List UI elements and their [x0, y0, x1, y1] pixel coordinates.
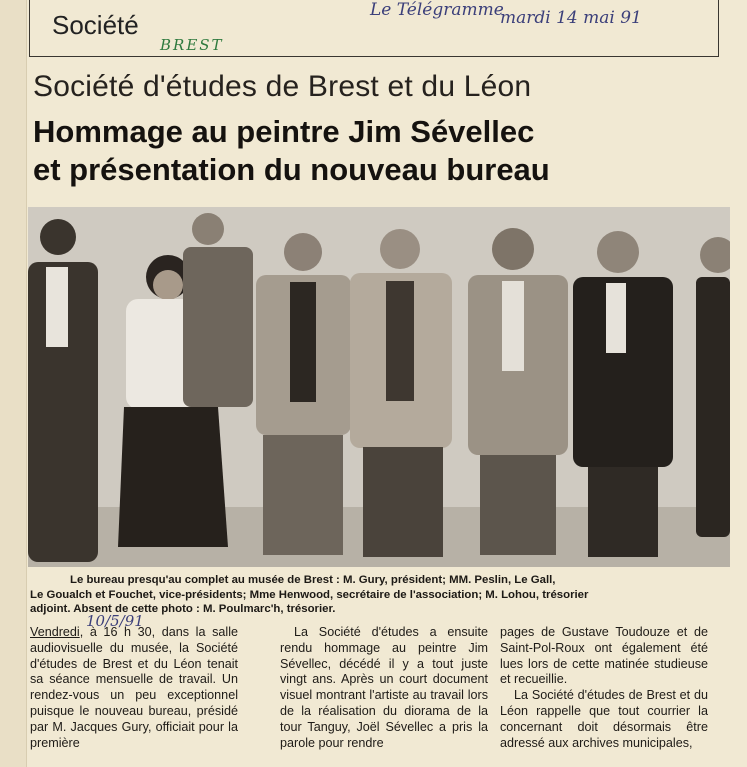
article-column-3: [500, 625, 708, 751]
article-column-2: [280, 625, 488, 751]
handwritten-city: BREST: [160, 36, 224, 54]
column-1-text: , à 16 h 30, dans la salle audiovisuelle du musée, la Société d'études de Brest et du Léon tenait sa séance mensuelle de travail. Un rendez-vous un peu exceptionnel puisque le nouveau bureau, présidé par M. Jacques Gury, officiait pour la première: [30, 625, 238, 750]
page-edge: [0, 0, 27, 767]
caption-line-2: Le Goualch et Fouchet, vice-présidents; Mme Henwood, secrétaire de l'association; M. Lohou, trésorier: [30, 588, 589, 601]
handwritten-article-date: 10/5/91: [86, 612, 144, 630]
handwritten-date: mardi 14 mai 91: [500, 8, 642, 28]
group-photo: [28, 207, 730, 567]
column-1-paragraph: [30, 625, 238, 751]
article-kicker: Société d'études de Brest et du Léon: [33, 70, 532, 103]
section-label: Société: [52, 10, 139, 40]
article-body: [30, 625, 730, 767]
column-1-lead: Vendredi: [30, 625, 80, 639]
caption-line-1: Le bureau presqu'au complet au musée de Brest : M. Gury, président; MM. Peslin, Le Gall,: [70, 574, 556, 586]
headline-line-2: et présentation du nouveau bureau: [33, 152, 550, 187]
headline-line-1: Hommage au peintre Jim Sévellec: [33, 114, 535, 149]
photo-caption: [30, 573, 730, 617]
article-column-1: [30, 625, 238, 751]
column-3-paragraph-1: pages de Gustave Toudouze et de Saint-Pol-Roux ont également été lues lors de cette matinée studieuse et recueillie.: [500, 625, 708, 687]
column-3-paragraph-2: La Société d'études de Brest et du Léon rappelle que tout courrier la concernant doit désormais être adressé aux archives municipales,: [500, 688, 708, 750]
column-2-paragraph: La Société d'études a ensuite rendu hommage au peintre Jim Sévellec, décédé il y a tout juste vingt ans. Après un court document visuel montrant l'artiste au travail lors de la réalisation du diorama de la tour Tanguy, Joël Sévellec a pris la parole pour rendre: [280, 625, 488, 750]
caption-line-3: adjoint. Absent de cette photo : M. Poulmarc'h, trésorier.: [30, 603, 336, 615]
handwritten-paper-name: Le Télégramme: [370, 0, 504, 20]
group-photo-illustration: [28, 207, 730, 567]
article-headline: [33, 113, 550, 189]
